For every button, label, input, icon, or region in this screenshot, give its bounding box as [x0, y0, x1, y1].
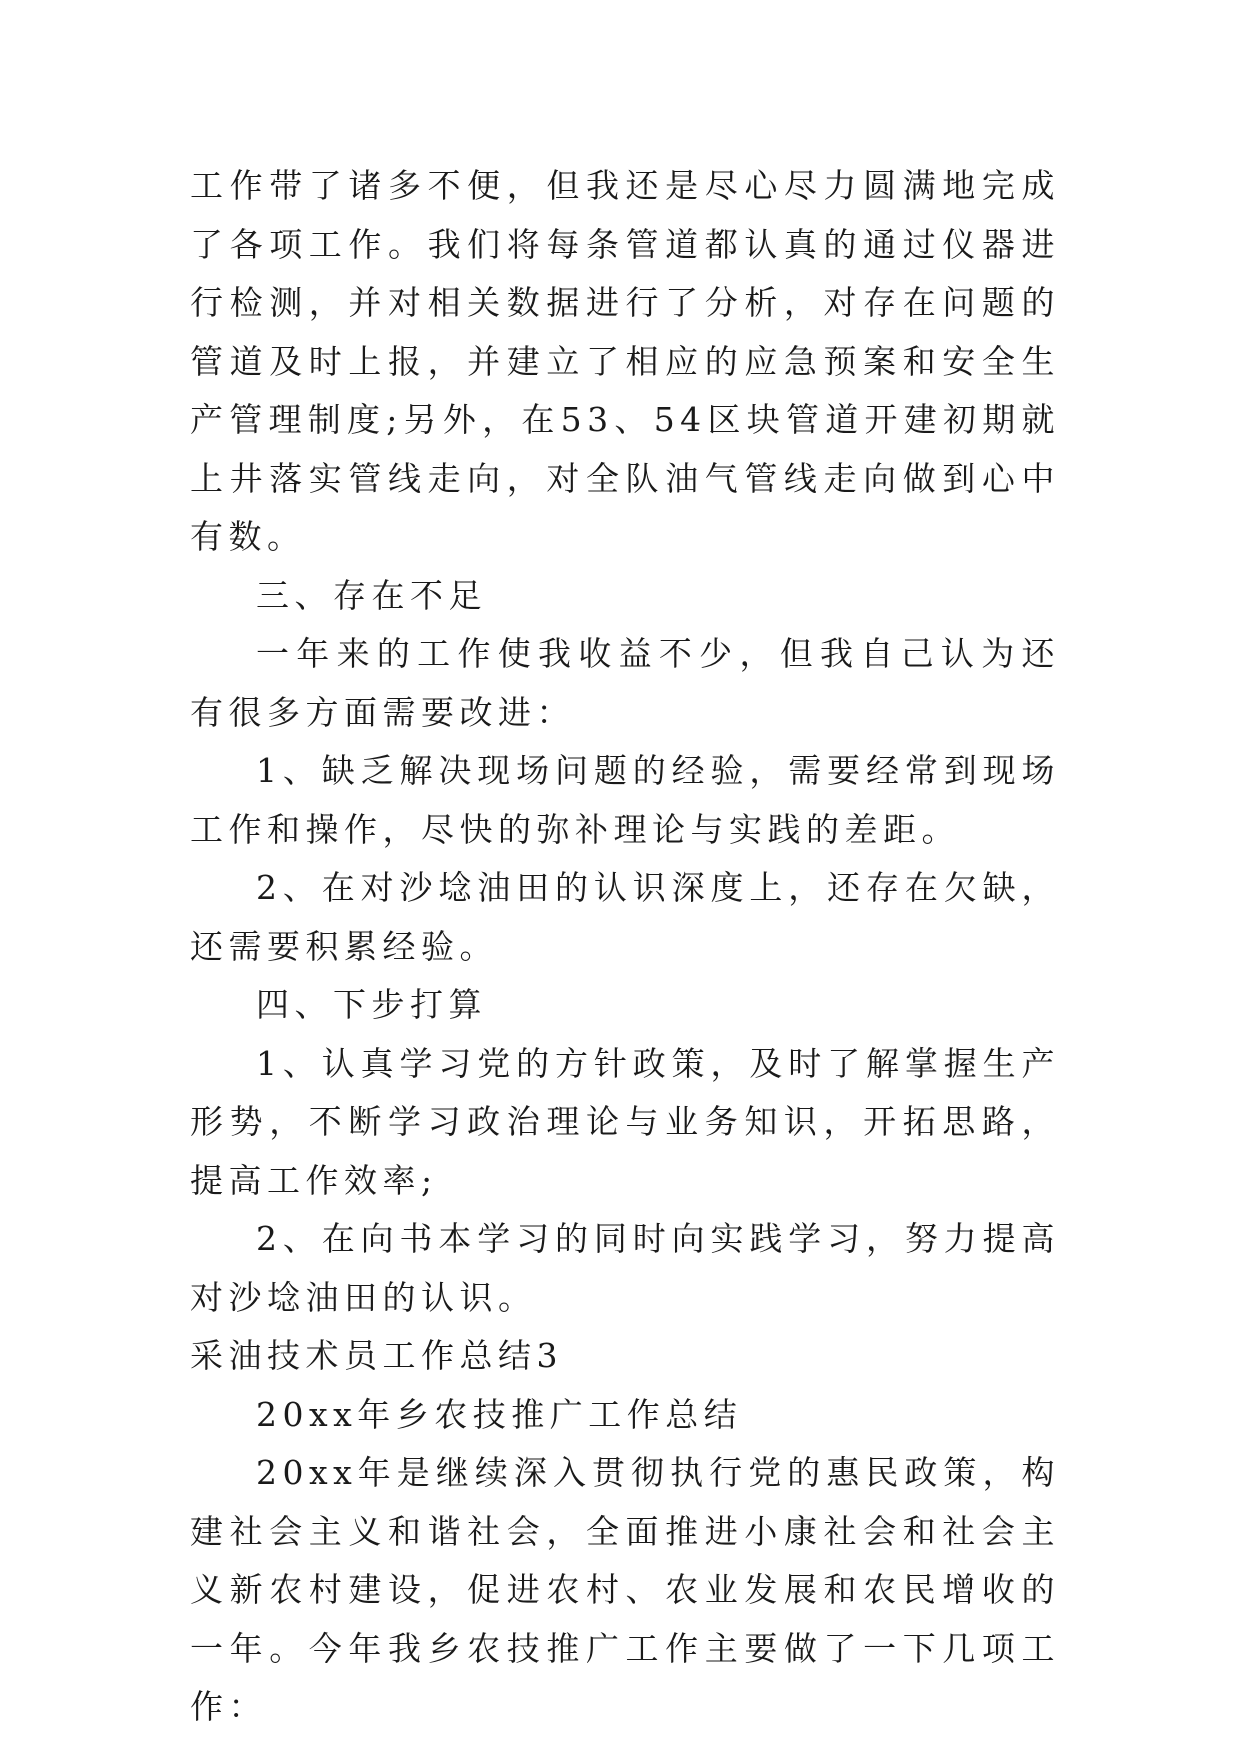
document-title: 采油技术员工作总结3	[190, 1336, 563, 1375]
list-item: 2、在对沙埝油田的认识深度上，还存在欠缺，还需要积累经验。	[190, 868, 1060, 966]
section-heading: 四、下步打算	[256, 985, 487, 1024]
document-body	[190, 157, 1060, 1737]
document-subtitle: 20xx年乡农技推广工作总结	[256, 1394, 743, 1434]
list-item: 1、缺乏解决现场问题的经验，需要经常到现场工作和操作，尽快的弥补理论与实践的差距。	[190, 751, 1060, 849]
body-paragraph: 工作带了诸多不便，但我还是尽心尽力圆满地完成了各项工作。我们将每条管道都认真的通过仪器进行检测，并对相关数据进行了分析，对存在问题的管道及时上报，并建立了相应的应急预案和安全生产管理制度;另外，在53、54区块管道开建初期就上井落实管线走向，对全队油气管线走向做到心中有数。	[190, 166, 1060, 556]
section-heading: 三、存在不足	[256, 575, 487, 615]
list-item: 1、认真学习党的方针政策，及时了解掌握生产形势，不断学习政治理论与业务知识，开拓思路，提高工作效率;	[190, 1043, 1060, 1200]
body-paragraph: 20xx年是继续深入贯彻执行党的惠民政策，构建社会主义和谐社会，全面推进小康社会和社会主义新农村建设，促进农村、农业发展和农民增收的一年。今年我乡农技推广工作主要做了一下几项工作：	[190, 1453, 1060, 1726]
list-item: 2、在向书本学习的同时向实践学习，努力提高对沙埝油田的认识。	[190, 1219, 1060, 1317]
body-paragraph: 一年来的工作使我收益不少，但我自己认为还有很多方面需要改进：	[190, 634, 1060, 732]
